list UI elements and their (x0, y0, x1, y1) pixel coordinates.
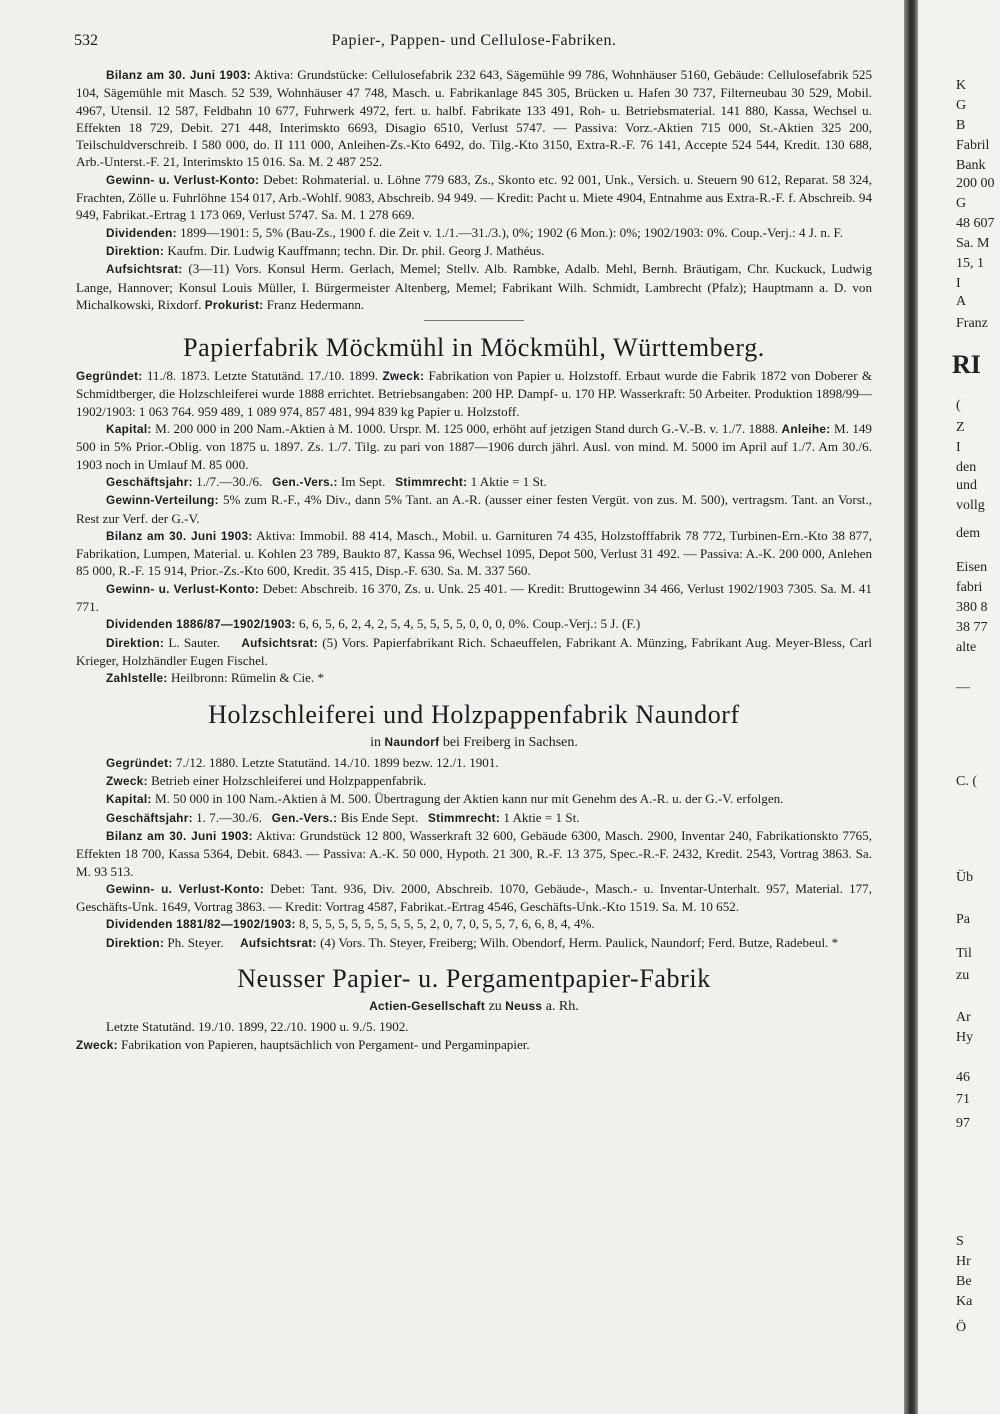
adjacent-page-fragment: Ö (956, 1320, 967, 1335)
gewinnverteilung-paragraph: Gewinn-Verteilung: 5% zum R.-F., 4% Div., dann 5% Tant. an A.-R. (ausser einer festen Vergüt. von zus. M. 500), vertragsm. Tant. an Vorst., Rest zur Verf. der G.-V. (76, 492, 872, 526)
adjacent-page-fragment: G (956, 98, 967, 113)
adjacent-page-fragment: 200 00 (956, 176, 995, 191)
bilanz-paragraph: Bilanz am 30. Juni 1903: Aktiva: Grundstück 12 800, Wasserkraft 32 600, Gebäude 6300, Masch. 2900, Inventar 240, Fabrikationskto 7765, Effekten 18 700, Kassa 5364, Debit. 6843. — Passiva: A.-K. 50 000, Hypoth. 21 300, R.-F. 13 375, Spec.-R.-F. 2432, Kredit. 2543, Vortrag 3863. Sa. M. 93 513. (76, 827, 872, 879)
book-gutter (904, 0, 918, 1414)
adjacent-page-fragment: Z (956, 420, 965, 435)
adjacent-page-fragment: A (956, 294, 967, 309)
adjacent-page-fragment: B (956, 118, 966, 133)
adjacent-page-fragment: alte (956, 640, 977, 655)
geschaeftsjahr-paragraph: Geschäftsjahr: 1./7.—30./6. Gen.-Vers.: Im Sept. Stimmrecht: 1 Aktie = 1 St. (106, 473, 547, 489)
aufsichtsrat-paragraph: Aufsichtsrat: (3—11) Vors. Konsul Herm. Gerlach, Memel; Stellv. Alb. Rambke, Adalb. Mehl, Bernh. Bräutigam, Chr. Kuckuck, Ludwig Lange, Hannover; Konsul Louis Müller, I. Bürgermeister Altenberg, Memel; Fabrikant Wilh. Schmidt, Lambrecht (Pfalz); Hauptmann a. D. von Michalkowski, Rixdorf. Prokurist: Franz Hedermann. (76, 261, 872, 312)
adjacent-page-fragment: Üb (956, 870, 974, 885)
company-title-naundorf: Holzschleiferei und Holzpappenfabrik Naundorf (208, 699, 740, 729)
company-subtitle: in Naundorf bei Freiberg in Sachsen. (370, 734, 578, 750)
zweck-paragraph: Zweck: Fabrikation von Papieren, hauptsächlich von Pergament- und Pergaminpapier. (76, 1036, 530, 1052)
bilanz-paragraph: Bilanz am 30. Juni 1903: Aktiva: Immobil. 88 414, Masch., Mobil. u. Garnituren 74 435, Holzstofffabrik 78 772, Turbinen-Ern.-Kto 38 877, Fabrikation, Lumpen, Material. u. Kohlen 23 789, Baukto 87, Kassa 96, Wechsel 1095, Depot 500, Verlust 31 492. — Passiva: A.-K. 200 000, Anlehen 85 000, R.-F. 15 914, Prior.-Zs.-Kto 600, Kredit. 35 415, Disp.-F. 630. Sa. M. 337 560. (76, 527, 873, 579)
bilanz-paragraph: Bilanz am 30. Juni 1903: Aktiva: Grundstücke: Cellulosefabrik 232 643, Sägemühle 99 786, Wohnhäuser 5160, Gebäude: Cellulosefabrik 525 104, Sägemühle mit Masch. 52 539, Wohnhäuser 47 748, Masch. u. Fabrikanlage 845 305, Brücken u. Hafen 30 737, Filterneubau 30 529, Mobil. 4967, Utensil. 12 587, Feldbahn 10 677, Fuhrwerk 4972, fert. u. halbf. Fabrikate 133 491, Roh- u. Betriebsmaterial. 141 880, Kassa, Wechsel u. Effekten 18 729, Debit. 271 448, Interimskto 6693, Disagio 6510, Verlust 5747. — Passiva: Vorz.-Aktien 715 000, St.-Aktien 325 200, Teilschuldverschreib. I 580 000, do. II 111 000, Anleihen-Zs.-Kto 6492, do. Tilg.-Kto 3150, Extra-R.-F. 76 141, Accepte 524 544, Kredit. 130 688, Arb.-Unterst.-F. 21, Interimskto 15 016. Sa. M. 2 487 252. (76, 67, 873, 170)
zahlstelle-paragraph: Zahlstelle: Heilbronn: Rümelin & Cie. * (106, 670, 325, 686)
gewinn-paragraph: Gewinn- u. Verlust-Konto: Debet: Abschreib. 16 370, Zs. u. Unk. 25 401. — Kredit: Bruttogewinn 34 466, Verlust 1902/1903 7305. Sa. M. 41 771. (76, 580, 872, 615)
text-column (76, 66, 872, 1054)
adjacent-page-fragment: 97 (956, 1116, 970, 1131)
adjacent-page-edge (918, 0, 1000, 1414)
adjacent-page-fragment: fabri (956, 580, 983, 595)
adjacent-page-fragment: K (956, 78, 967, 93)
adjacent-page-fragment: 38 77 (956, 620, 988, 635)
adjacent-page-fragment: Sa. M (956, 236, 990, 251)
adjacent-page-fragment: 380 8 (956, 600, 988, 615)
gewinn-paragraph: Gewinn- u. Verlust-Konto: Debet: Rohmaterial. u. Löhne 779 683, Zs., Skonto etc. 92 001, Unk., Versich. u. Steuern 90 612, Reparat. 58 324, Frachten, Zölle u. Fuhrlöhne 154 017, Arb.-Wohlf. 9083, Abschreib. 94 949. — Kredit: Pacht u. Miete 4904, Entnahme aus Extra-R.-F. f. Abschreib. 94 949, Fabrikat.-Ertrag 1 173 069, Verlust 5747. Sa. M. 1 278 669. (76, 171, 872, 223)
kapital-paragraph: Kapital: M. 50 000 in 100 Nam.-Aktien à M. 500. Übertragung der Aktien kann nur mit Genehm des A.-R. u. der G.-V. erfolgen. (106, 791, 784, 807)
adjacent-page-fragment: Eisen (956, 560, 988, 575)
adjacent-page-fragment: I (956, 276, 961, 291)
adjacent-page-fragment: zu (956, 968, 970, 983)
adjacent-page-fragment: den (956, 460, 977, 475)
adjacent-page-fragment: 48 607 (956, 216, 995, 231)
direktion-paragraph: Direktion: Ph. Steyer. Aufsichtsrat: (4) Vors. Th. Steyer, Freiberg; Wilh. Obendorf, Herm. Paulick, Naundorf; Ferd. Butze, Radebeul. * (106, 934, 839, 950)
gegruendet-paragraph: Gegründet: 7./12. 1880. Letzte Statutänd. 14./10. 1899 bezw. 12./1. 1901. (106, 754, 499, 770)
adjacent-page-fragment: I (956, 440, 961, 455)
adjacent-page-fragment: ( (956, 398, 961, 413)
adjacent-page-fragment: Til (956, 946, 972, 961)
section-divider (424, 320, 524, 321)
adjacent-page-fragment: S (956, 1234, 964, 1249)
adjacent-page-fragment: Ar (956, 1010, 971, 1025)
dividenden-paragraph: Dividenden 1881/82—1902/1903: 8, 5, 5, 5, 5, 5, 5, 5, 5, 5, 2, 0, 7, 0, 5, 5, 7, 6, 6, 8, 4, 4%. (106, 916, 595, 932)
adjacent-page-fragment: 71 (956, 1092, 970, 1107)
page-header (74, 32, 874, 54)
dividenden-paragraph: Dividenden: 1899—1901: 5, 5% (Bau-Zs., 1900 f. die Zeit v. 1./1.—31./3.), 0%; 1902 (6 Mon.): 0%; 1902/1903: 0%. Coup.-Verj.: 4 J. n. F. (106, 224, 844, 240)
adjacent-page-fragment: RI (952, 350, 981, 379)
company-subtitle: Actien-Gesellschaft zu Neuss a. Rh. (369, 999, 579, 1015)
adjacent-page-fragment: Hy (956, 1030, 974, 1045)
gegruendet-paragraph: Gegründet: 11./8. 1873. Letzte Statutänd. 17./10. 1899. Zweck: Fabrikation von Papier u. Holzstoff. Erbaut wurde die Fabrik 1872 von Doberer & Schmidtberger, die Holzschleiferei wurde 1888 errichtet. Betriebsangaben: 200 HP. Dampf- u. 170 HP. Wasserkraft: 50 Arbeiter. Produktion 1898/99—1902/1903: 1 063 764. 959 489, 1 089 974, 857 481, 994 839 kg Papier u. Holzstoff. (76, 368, 873, 419)
adjacent-page-fragment: Be (956, 1274, 972, 1289)
kapital-paragraph: Kapital: M. 200 000 in 200 Nam.-Aktien à M. 1000. Urspr. M. 125 000, erhöht auf jetzigen Stand durch G.-V.-B. v. 1./7. 1888. Anleihe: M. 149 500 in 5% Prior.-Oblig. von 1875 u. 1897. Zs. 1./7. Tilg. zu pari von 1887—1906 durch jährl. Ausl. von mind. M. 5000 im April auf 1./7. Am 30./6. 1903 noch in Umlauf M. 85 000. (76, 421, 872, 472)
gewinn-paragraph: Gewinn- u. Verlust-Konto: Debet: Tant. 936, Div. 2000, Abschreib. 1070, Gebäude-, Masch.- u. Inventar-Unterhalt. 957, Material. 177, Geschäfts-Unk. 1649, Vortrag 3863. — Kredit: Vortrag 4587, Fabrikat.-Ertrag 4546, Geschäfts-Unk.-Kto 1519. Sa. M. 10 652. (76, 880, 872, 915)
direktion-paragraph: Direktion: Kaufm. Dir. Ludwig Kauffmann; techn. Dir. Dr. phil. Georg J. Mathéus. (106, 242, 545, 258)
running-title: Papier-, Pappen- und Cellulose-Fabriken. (331, 32, 617, 49)
adjacent-page-fragment: dem (956, 526, 981, 541)
adjacent-page-fragment: 15, 1 (956, 256, 984, 271)
adjacent-page-fragment: G (956, 196, 967, 211)
zweck-paragraph: Zweck: Betrieb einer Holzschleiferei und Holzpappenfabrik. (106, 773, 427, 789)
adjacent-page-fragment: Hr (956, 1254, 971, 1269)
company-title-neuss: Neusser Papier- u. Pergamentpapier-Fabrik (237, 964, 711, 994)
adjacent-page-fragment: Franz (956, 316, 988, 331)
geschaeftsjahr-paragraph: Geschäftsjahr: 1. 7.—30./6. Gen.-Vers.: Bis Ende Sept. Stimmrecht: 1 Aktie = 1 St. (106, 809, 580, 825)
statut-paragraph: Letzte Statutänd. 19./10. 1899, 22./10. 1900 u. 9./5. 1902. (106, 1019, 409, 1035)
adjacent-page-fragment: und (956, 478, 977, 493)
adjacent-page-fragment: vollg (956, 498, 985, 513)
adjacent-page-fragment: — (956, 680, 970, 695)
adjacent-page-fragment: Fabril (956, 138, 990, 153)
adjacent-page-fragment: Bank (956, 158, 986, 173)
page-number: 532 (74, 32, 98, 49)
dividenden-paragraph: Dividenden 1886/87—1902/1903: 6, 6, 5, 6, 2, 4, 2, 5, 4, 5, 5, 5, 5, 0, 0, 0, 0%. Coup.-Verj.: 5 J. (F.) (106, 616, 641, 632)
company-title-moeckmuehl: Papierfabrik Möckmühl in Möckmühl, Württemberg. (183, 333, 765, 363)
direktion-paragraph: Direktion: L. Sauter. Aufsichtsrat: (5) Vors. Papierfabrikant Rich. Schaeuffelen, Fabrikant A. Münzing, Fabrikant Aug. Meyer-Bless, Carl Krieger, Holzhändler Eugen Fischel. (76, 634, 872, 668)
adjacent-page-fragment: Pa (956, 912, 970, 927)
adjacent-page-fragment: Ka (956, 1294, 973, 1309)
adjacent-page-fragment: C. ( (956, 774, 977, 789)
adjacent-page-fragment: 46 (956, 1070, 970, 1085)
